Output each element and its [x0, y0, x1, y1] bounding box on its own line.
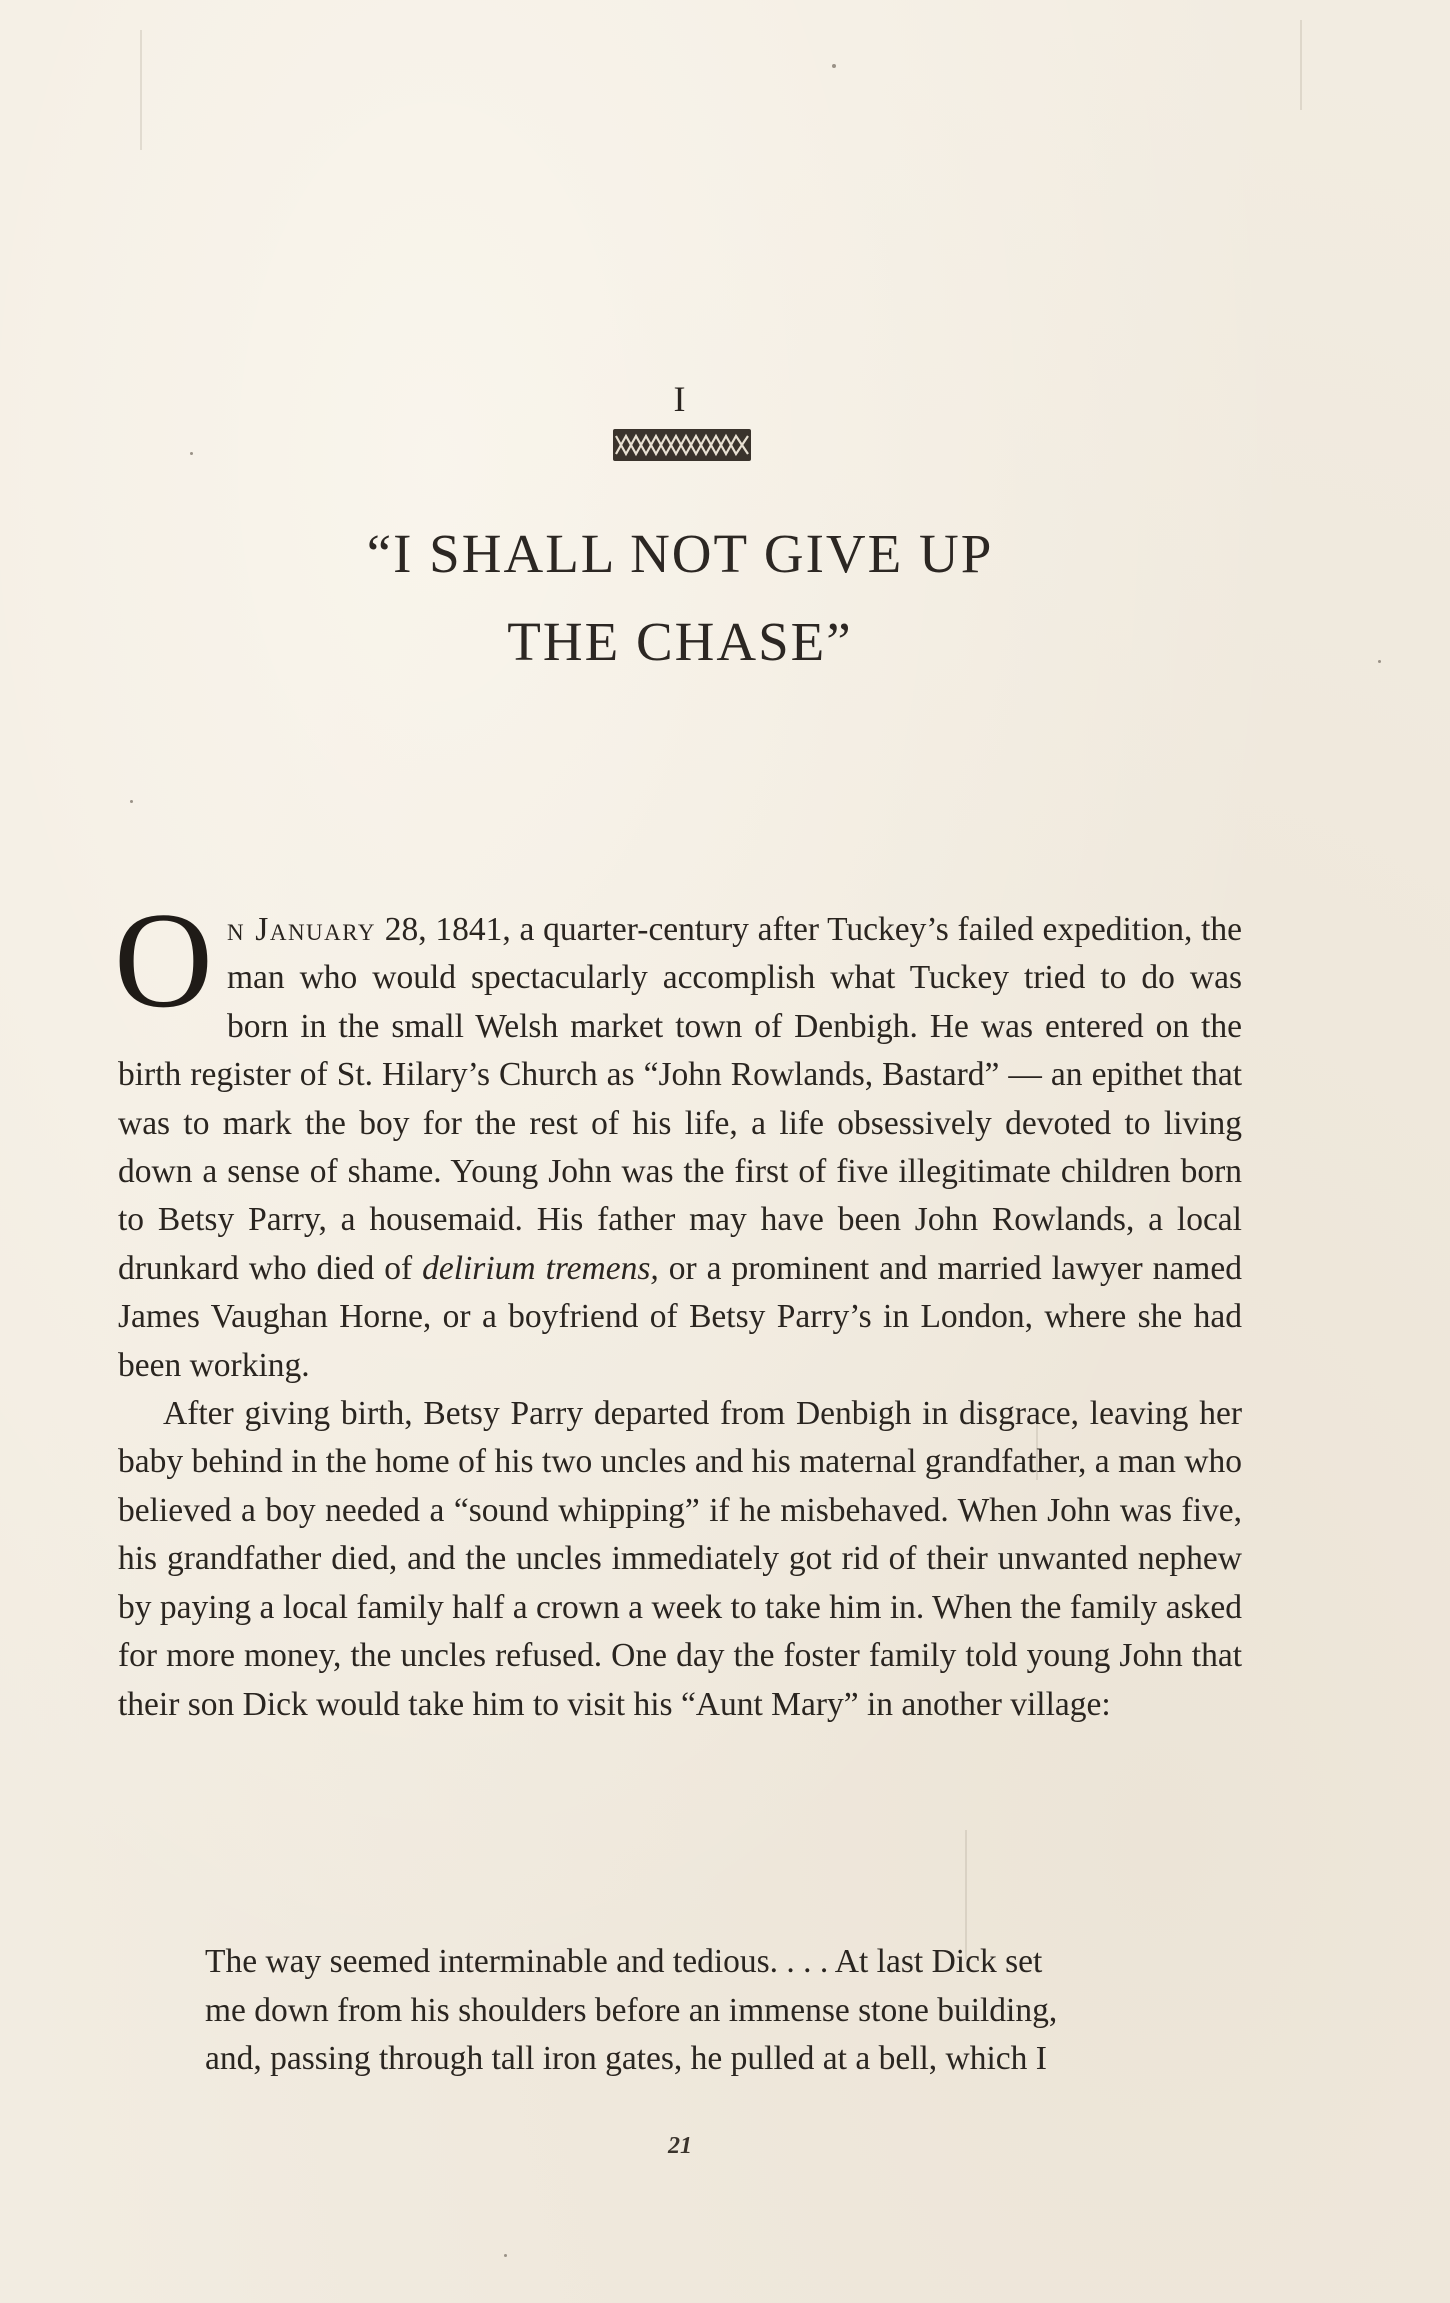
chapter-title-line-1: “I SHALL NOT GIVE UP	[366, 523, 994, 584]
opening-smallcaps: n January	[226, 911, 376, 948]
quote-line-1: The way seemed interminable and tedious. . . . At last Dick set	[205, 1943, 1043, 1980]
paragraph-1-text-a: 28, 1841, a quarter-century after Tuckey’s failed expedition, the man who would spectacularly accomplish what Tuckey tried to do was born in the small Welsh market town of Denbigh. He was entered on the birth register of St. Hilary’s Church as “John Rowlands, Bastard” — an epithet that was to mark the boy for the rest of his life, a life obsessively devoted to living down a sense of shame. Young John was the first of five illegitimate children born to Betsy Parry, a housemaid. His father may have been John Rowlands, a local drunkard who died of	[118, 911, 1242, 1287]
paper-crease	[1300, 20, 1302, 110]
drop-cap: O	[114, 884, 213, 1036]
paper-speck	[1378, 660, 1381, 663]
block-quote	[205, 1938, 1155, 2084]
paragraph-1	[114, 884, 1242, 1390]
paper-speck	[190, 452, 193, 455]
paragraph-1-italic: delirium tremens,	[422, 1249, 659, 1287]
quote-line-3: and, passing through tall iron gates, he pulled at a bell, which I	[205, 2040, 1047, 2077]
paper-speck	[130, 800, 133, 803]
paragraph-1-text-b: or a prominent and married lawyer named James Vaughan Horne, or a boyfriend of Betsy Parry’s in London, where she had been working.	[118, 1249, 1242, 1384]
quote-line-2: me down from his shoulders before an immense stone building,	[205, 1991, 1058, 2029]
paper-speck	[832, 64, 836, 68]
page-number: 21	[668, 2133, 692, 2159]
chapter-number: I	[673, 379, 687, 419]
paper-crease	[140, 30, 142, 150]
chapter-title-line-2: THE CHASE”	[507, 611, 853, 672]
celtic-knot-ornament-icon	[612, 428, 752, 462]
paragraph-2: After giving birth, Betsy Parry departed from Denbigh in disgrace, leaving her baby behind in the home of his two uncles and his maternal grandfather, a man who believed a boy needed a “sound whipping” if he misbehaved. When John was five, his grandfather died, and the uncles immediately got rid of their unwanted nephew by paying a local family half a crown a week to take him in. When the family asked for more money, the uncles refused. One day the foster family told young John that their son Dick would take him to visit his “Aunt Mary” in another village:	[118, 1395, 1242, 1723]
paper-speck	[504, 2254, 507, 2257]
chapter-title	[0, 510, 1360, 686]
body-text	[114, 884, 1242, 1729]
